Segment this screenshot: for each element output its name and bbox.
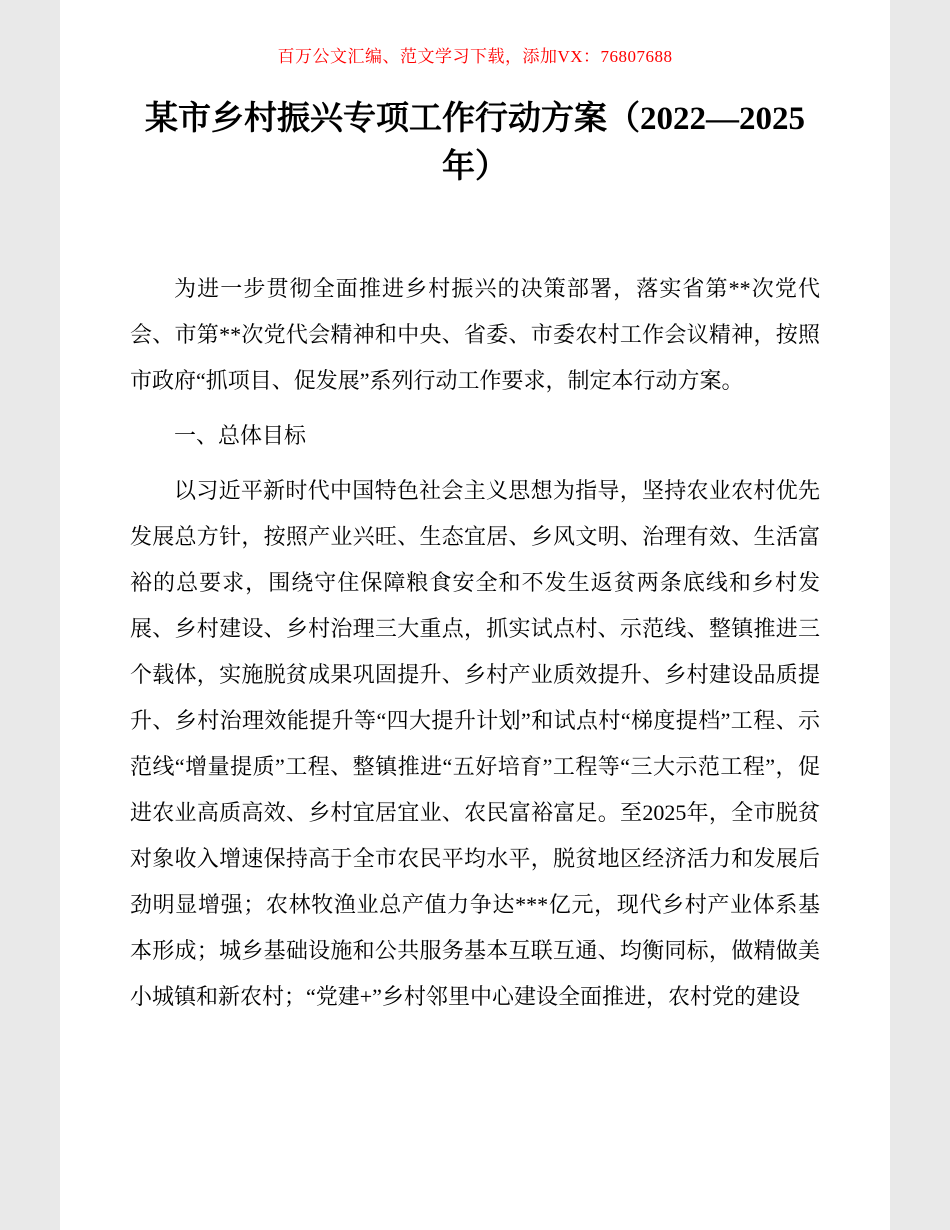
- section-heading: 一、总体目标: [174, 422, 307, 448]
- document-page: [60, 0, 890, 1230]
- body-paragraph: 为进一步贯彻全面推进乡村振兴的决策部署，落实省第**次党代会、市第**次党代会精神和中央、省委、市委农村工作会议精神，按照市政府“抓项目、促发展”系列行动工作要求，制定本行动方案。: [130, 275, 820, 393]
- document-body: [130, 266, 820, 1020]
- body-paragraph: 以习近平新时代中国特色社会主义思想为指导，坚持农业农村优先发展总方针，按照产业兴旺、生态宜居、乡风文明、治理有效、生活富裕的总要求，围绕守住保障粮食安全和不发生返贫两条底线和乡村发展、乡村建设、乡村治理三大重点，抓实试点村、示范线、整镇推进三个载体，实施脱贫成果巩固提升、乡村产业质效提升、乡村建设品质提升、乡村治理效能提升等“四大提升计划”和试点村“梯度提档”工程、示范线“增量提质”工程、整镇推进“五好培育”工程等“三大示范工程”，促进农业高质高效、乡村宜居宜业、农民富裕富足。至2025年，全市脱贫对象收入增速保持高于全市农民平均水平，脱贫地区经济活力和发展后劲明显增强；农林牧渔业总产值力争达***亿元，现代乡村产业体系基本形成；城乡基础设施和公共服务基本互联互通、均衡同标，做精做美小城镇和新农村；“党建+”乡村邻里中心建设全面推进，农村党的建设: [130, 477, 820, 1009]
- promo-header: 百万公文汇编、范文学习下载，添加VX：76807688: [277, 47, 673, 66]
- document-title: 某市乡村振兴专项工作行动方案（2022—2025年）: [145, 101, 805, 185]
